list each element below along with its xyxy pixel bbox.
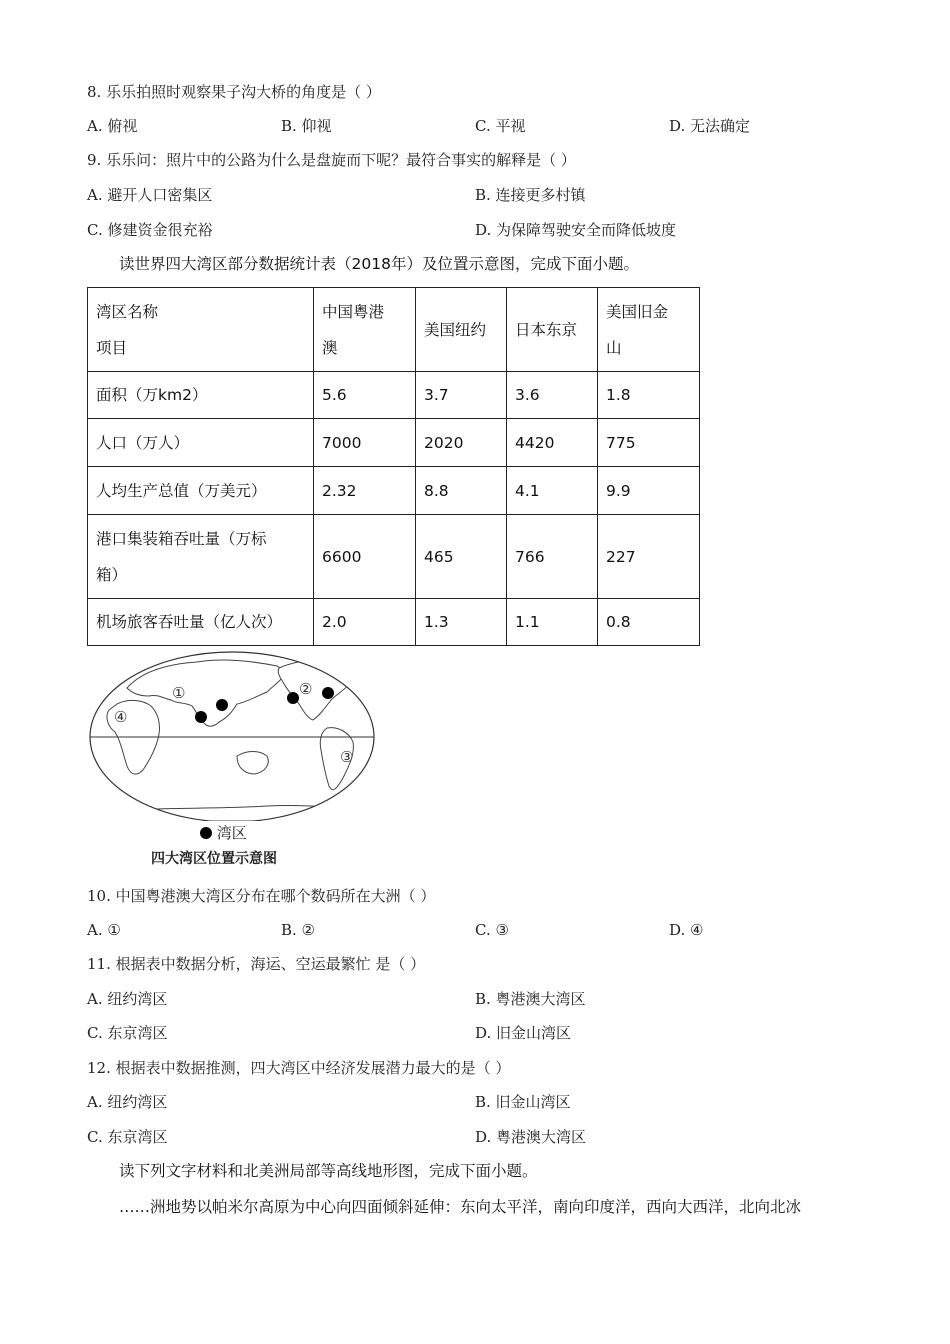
table-cell: 5.6	[314, 372, 416, 419]
table-cell: 人口（万人）	[88, 419, 314, 467]
question-9-option-d: D. 为保障驾驶安全而降低坡度	[475, 221, 677, 239]
table-cell: 3.7	[416, 372, 507, 419]
table-cell: 465	[416, 515, 507, 599]
table-cell: 775	[598, 419, 700, 467]
question-9-option-a: A. 避开人口密集区	[87, 186, 213, 204]
marker-2: ②	[299, 680, 313, 698]
question-9-option-b: B. 连接更多村镇	[475, 186, 586, 204]
table-cell: 2.32	[314, 467, 416, 515]
question-10-option-b: B. ②	[281, 921, 316, 939]
table-cell: 1.3	[416, 599, 507, 646]
antarctica-landmass	[87, 805, 377, 821]
header-bay-name: 湾区名称	[96, 302, 159, 321]
world-map	[87, 646, 377, 821]
map-legend	[200, 822, 247, 843]
table-cell: 4.1	[507, 467, 598, 515]
table-header-cell	[314, 288, 416, 372]
header-sf-line2: 山	[606, 338, 622, 357]
question-12-option-b: B. 旧金山湾区	[475, 1093, 571, 1111]
table-header-cell	[598, 288, 700, 372]
table-row	[88, 599, 700, 646]
section-intro-north-america: 读下列文字材料和北美洲局部等高线地形图，完成下面小题。	[119, 1162, 538, 1180]
question-10-option-d: D. ④	[669, 921, 704, 939]
cell-line1: 港口集装箱吞吐量（万标	[96, 529, 267, 548]
table-cell: 227	[598, 515, 700, 599]
marker-4: ④	[114, 708, 128, 726]
greenland-landmass	[348, 651, 369, 668]
legend-dot-icon	[200, 827, 212, 839]
table-cell: 人均生产总值（万美元）	[88, 467, 314, 515]
map-caption: 四大湾区位置示意图	[151, 851, 277, 867]
question-9-stem: 9. 乐乐问：照片中的公路为什么是盘旋而下呢？最符合事实的解释是（ ）	[87, 151, 576, 169]
question-10-option-c: C. ③	[475, 921, 509, 939]
table-header-cell: 美国纽约	[416, 288, 507, 372]
marker-3: ③	[340, 748, 354, 766]
table-cell: 6600	[314, 515, 416, 599]
table-cell: 1.8	[598, 372, 700, 419]
question-11-stem: 11. 根据表中数据分析，海运、空运最繁忙 是（ ）	[87, 955, 426, 973]
question-8-option-a: A. 俯视	[87, 117, 138, 135]
question-12-option-d: D. 粤港澳大湾区	[475, 1128, 587, 1146]
marker-1: ①	[172, 684, 186, 702]
table-cell: 机场旅客吞吐量（亿人次）	[88, 599, 314, 646]
table-cell	[88, 515, 314, 599]
legend-label: 湾区	[216, 824, 247, 842]
table-header-cell: 日本东京	[507, 288, 598, 372]
section-intro-bay-areas: 读世界四大湾区部分数据统计表（2018年）及位置示意图，完成下面小题。	[119, 255, 639, 273]
question-8-option-b: B. 仰视	[281, 117, 332, 135]
question-10-option-a: A. ①	[87, 921, 121, 939]
question-11-option-d: D. 旧金山湾区	[475, 1024, 572, 1042]
bay-area-dot-newyork	[322, 687, 334, 699]
table-cell: 8.8	[416, 467, 507, 515]
table-header-row	[88, 288, 700, 372]
header-china-line1: 中国粤港	[322, 302, 385, 321]
question-8-option-d: D. 无法确定	[669, 117, 751, 135]
question-11-option-b: B. 粤港澳大湾区	[475, 990, 586, 1008]
table-row	[88, 467, 700, 515]
passage-text: ……洲地势以帕米尔高原为中心向四面倾斜延伸：东向太平洋，南向印度洋，西向大西洋，北向北冰	[119, 1198, 802, 1216]
table-row	[88, 419, 700, 467]
table-cell: 1.1	[507, 599, 598, 646]
table-header-cell	[88, 288, 314, 372]
table-cell: 4420	[507, 419, 598, 467]
table-cell: 766	[507, 515, 598, 599]
question-8-stem: 8. 乐乐拍照时观察果子沟大桥的角度是（ ）	[87, 83, 381, 101]
bay-area-dot-guangdong	[195, 711, 207, 723]
table-cell: 2020	[416, 419, 507, 467]
question-11-option-c: C. 东京湾区	[87, 1024, 168, 1042]
table-cell: 面积（万km2）	[88, 372, 314, 419]
bay-area-dot-sanfrancisco	[287, 692, 299, 704]
table-cell: 3.6	[507, 372, 598, 419]
bay-area-data-table	[87, 287, 700, 646]
header-item: 项目	[96, 338, 128, 357]
header-china-line2: 澳	[322, 338, 338, 357]
cell-line2: 箱）	[96, 565, 128, 584]
table-row	[88, 372, 700, 419]
table-cell: 9.9	[598, 467, 700, 515]
table-cell: 7000	[314, 419, 416, 467]
question-12-option-a: A. 纽约湾区	[87, 1093, 168, 1111]
header-sf-line1: 美国旧金	[606, 302, 669, 321]
question-11-option-a: A. 纽约湾区	[87, 990, 168, 1008]
question-12-stem: 12. 根据表中数据推测，四大湾区中经济发展潜力最大的是（ ）	[87, 1059, 511, 1077]
table-cell: 0.8	[598, 599, 700, 646]
question-10-stem: 10. 中国粤港澳大湾区分布在哪个数码所在大洲（ ）	[87, 887, 436, 905]
table-cell: 2.0	[314, 599, 416, 646]
bay-area-dot-tokyo	[216, 699, 228, 711]
question-9-option-c: C. 修建资金很充裕	[87, 221, 213, 239]
question-12-option-c: C. 东京湾区	[87, 1128, 168, 1146]
question-8-option-c: C. 平视	[475, 117, 526, 135]
table-row	[88, 515, 700, 599]
